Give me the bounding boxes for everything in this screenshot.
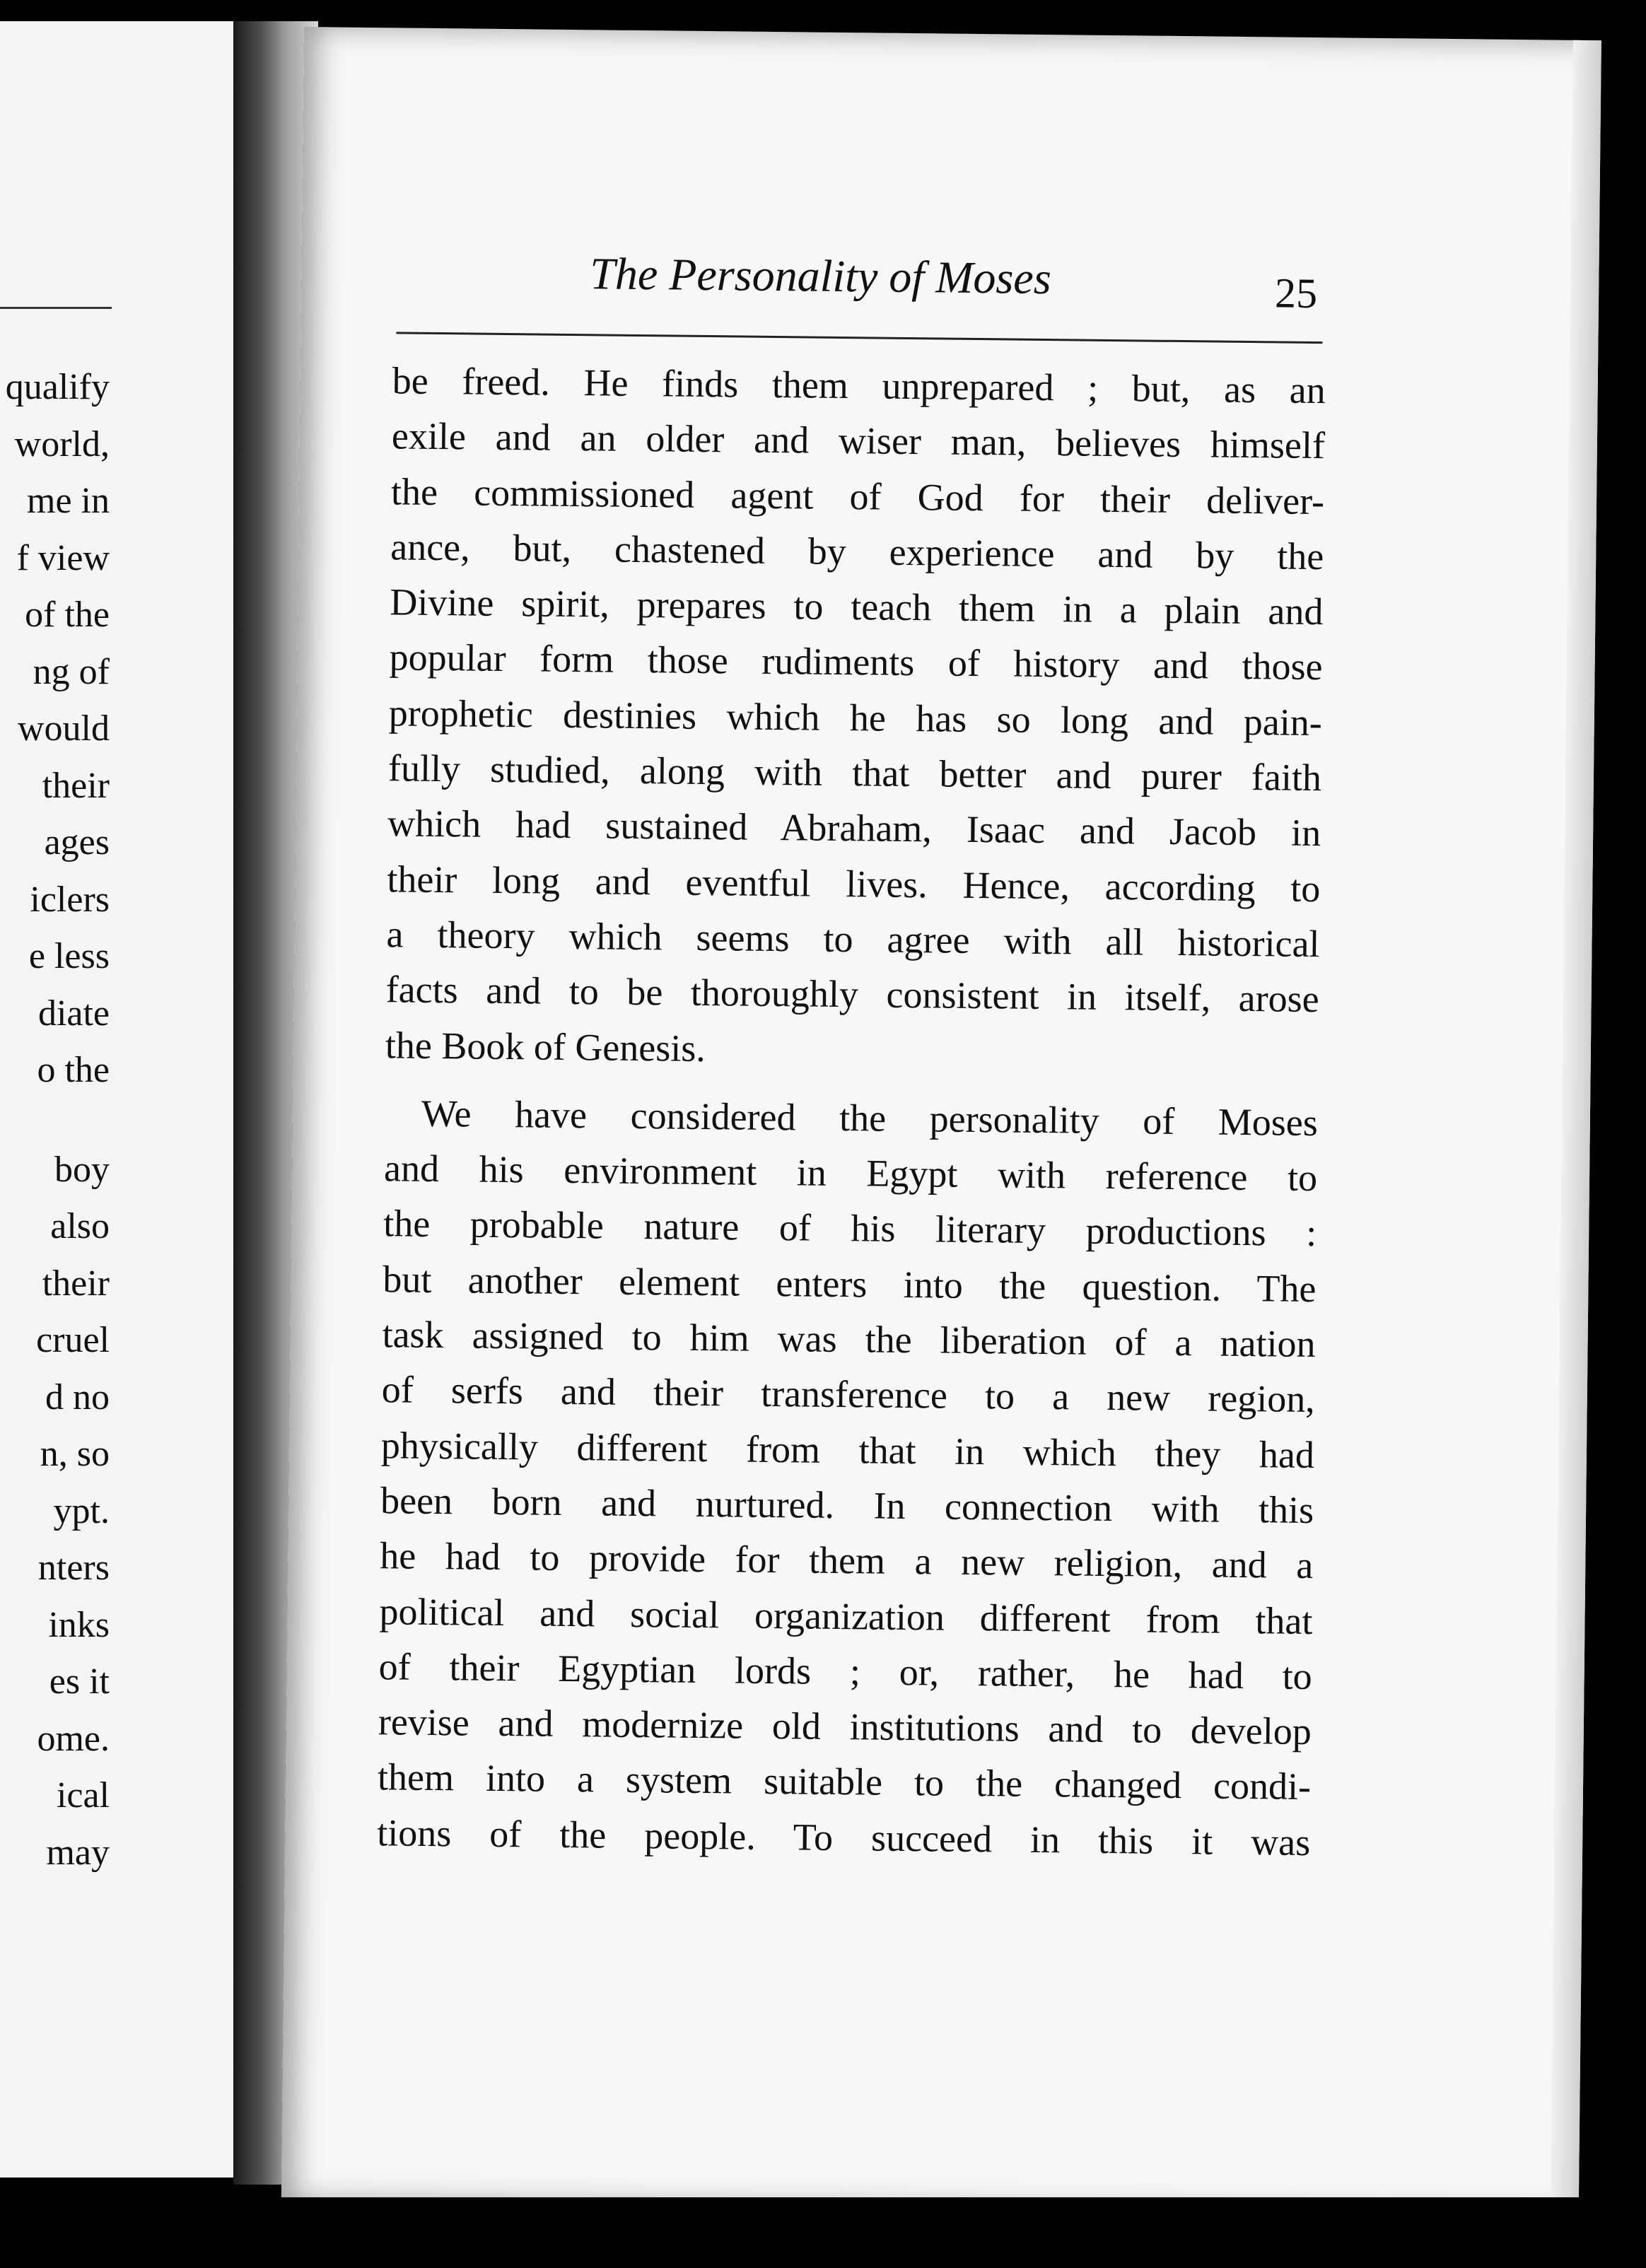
left-line: ypt. xyxy=(53,1490,110,1531)
text-line: prophetic destinies which he has so long and pain- xyxy=(388,691,1323,744)
text-line: physically different from that in which they had xyxy=(380,1423,1315,1476)
text-line: of their Egyptian lords ; or, rather, he had to xyxy=(378,1645,1312,1697)
text-line: the commissioned agent of God for their deliver- xyxy=(390,469,1325,522)
left-line: their xyxy=(42,1263,110,1304)
left-line: world, xyxy=(14,423,110,464)
left-line: ages xyxy=(44,822,110,863)
left-line: cruel xyxy=(36,1320,110,1360)
text-line: task assigned to him was the liberation of a nation xyxy=(382,1313,1316,1366)
left-line: qualify xyxy=(5,367,110,407)
left-line: iclers xyxy=(30,879,110,920)
left-line: their xyxy=(42,765,110,806)
left-line: of the xyxy=(25,595,110,635)
left-line: ng of xyxy=(33,651,110,692)
text-line: ance, but, chastened by experience and by the xyxy=(390,525,1324,578)
left-line: n, so xyxy=(40,1434,110,1474)
left-line: e less xyxy=(28,936,110,976)
text-line: their long and eventful lives. Hence, according to xyxy=(387,857,1321,910)
left-line: diate xyxy=(37,993,110,1034)
text-line: popular form those rudiments of history and those xyxy=(389,636,1323,689)
page-number: 25 xyxy=(1274,269,1318,317)
text-line: tions of the people. To succeed in this it was xyxy=(376,1811,1311,1864)
left-line: o the xyxy=(37,1050,110,1090)
text-line: them into a system suitable to the changed condi- xyxy=(377,1755,1312,1808)
left-page-rule xyxy=(0,307,112,309)
text-line: be freed. He finds them unprepared ; but, as an xyxy=(392,359,1326,412)
text-line: We have considered the personality of Moses xyxy=(421,1092,1319,1144)
text-line: he had to provide for them a new religion, and a xyxy=(380,1534,1314,1587)
left-line: ome. xyxy=(37,1718,110,1759)
text-line: which had sustained Abraham, Isaac and Jacob in xyxy=(387,802,1321,855)
left-line: me in xyxy=(27,481,110,521)
text-line: facts and to be thoroughly consistent in itself, arose xyxy=(385,968,1319,1021)
left-line: would xyxy=(18,708,110,749)
text-line: fully studied, along with that better and purer faith xyxy=(387,747,1322,800)
left-line: may xyxy=(46,1832,110,1873)
left-line: boy xyxy=(54,1149,110,1190)
left-line: inks xyxy=(48,1604,110,1645)
left-line: also xyxy=(50,1206,110,1246)
left-line: f view xyxy=(16,537,110,578)
text-line: but another element enters into the question. The xyxy=(383,1258,1317,1310)
text-line: revise and modernize old institutions and to develop xyxy=(378,1700,1312,1753)
left-line: ical xyxy=(56,1775,110,1816)
left-line: d no xyxy=(45,1376,110,1418)
text-line: and his environment in Egypt with reference to xyxy=(383,1147,1318,1200)
text-line: exile and an older and wiser man, believes himself xyxy=(391,414,1326,467)
left-line: nters xyxy=(37,1548,110,1588)
text-line: a theory which seems to agree with all historical xyxy=(386,913,1320,966)
text-line: been born and nurtured. In connection with this xyxy=(380,1479,1314,1532)
page-edge-shadow xyxy=(1551,40,1601,2214)
scan-bottom-border xyxy=(0,2197,1646,2268)
header-rule xyxy=(396,332,1322,344)
facing-page-left xyxy=(0,21,244,2178)
text-line: Divine spirit, prepares to teach them in a plain and xyxy=(390,580,1324,633)
left-page-text xyxy=(0,359,110,1881)
page-right xyxy=(281,27,1601,2214)
text-line: the Book of Genesis. xyxy=(385,1023,706,1070)
text-line: the probable nature of his literary productions : xyxy=(383,1202,1317,1255)
left-paragraph-gap xyxy=(0,1099,110,1142)
text-line: political and social organization different from that xyxy=(379,1589,1313,1642)
left-line: es it xyxy=(49,1661,110,1702)
body-text xyxy=(377,353,1326,1870)
running-head: The Personality of Moses xyxy=(589,248,1052,304)
text-line: of serfs and their transference to a new region, xyxy=(381,1368,1316,1421)
